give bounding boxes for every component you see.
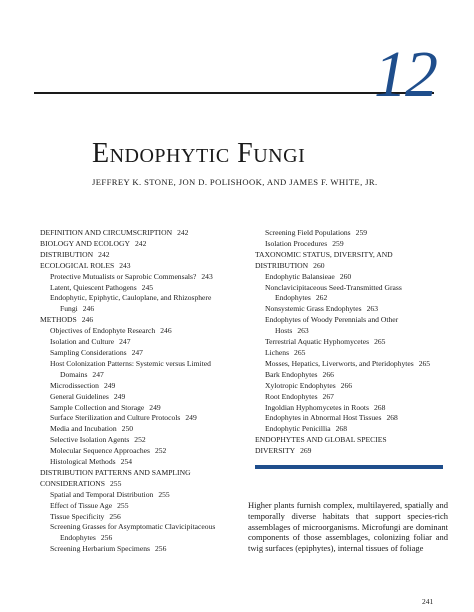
toc-entry: [40, 479, 245, 490]
toc-entry-page: 243: [119, 260, 131, 270]
toc-entry-page: 243: [201, 271, 213, 281]
toc-entry: [255, 424, 465, 435]
toc-entry-title: Effect of Tissue Age: [50, 500, 113, 510]
toc-entry-page: 246: [82, 304, 95, 314]
toc-entry-title: Mosses, Hepatics, Liverworts, and Pteridophytes: [265, 358, 414, 368]
toc-entry: [255, 403, 465, 414]
toc-entry: [40, 457, 245, 468]
toc-entry-continuation-text: Fungi: [60, 304, 78, 314]
toc-entry: [40, 544, 245, 555]
toc-entry-title: Nonclavicipitaceous Seed-Transmitted Grass: [265, 282, 402, 292]
toc-entry-title: Microdissection: [50, 380, 99, 390]
toc-entry-page: 245: [141, 282, 154, 292]
toc-entry: [255, 304, 465, 315]
toc-entry-title: Endophytes of Woody Perennials and Other: [265, 315, 399, 325]
toc-entry-page: 268: [335, 424, 347, 434]
toc-entry: [40, 272, 245, 283]
toc-entry-title: Sampling Considerations: [50, 347, 127, 357]
toc-entry: [255, 381, 465, 392]
toc-entry: [40, 403, 245, 414]
toc-entry-title: Screening Field Populations: [265, 228, 351, 237]
toc-entry-title: Isolation and Culture: [50, 337, 115, 347]
toc-entry: [40, 413, 245, 424]
toc-entry-page: 242: [98, 249, 110, 259]
toc-entry-continuation: [50, 533, 245, 544]
toc-entry: [40, 293, 245, 315]
toc-entry: [40, 250, 245, 261]
toc-entry-title: Molecular Sequence Approaches: [50, 446, 150, 456]
toc-entry: [255, 392, 465, 403]
toc-entry-title: Nonsystemic Grass Endophytes: [265, 304, 362, 314]
toc-entry-page: 256: [100, 533, 113, 543]
toc-entry-page: 246: [81, 315, 94, 325]
toc-entry-title: Surface Sterilization and Culture Protocols: [50, 413, 181, 423]
toc-entry: [255, 283, 465, 305]
toc-entry: [255, 272, 465, 283]
toc-entry-continuation: [265, 326, 465, 337]
toc-entry-page: 246: [160, 326, 172, 336]
toc-entry: [255, 370, 465, 381]
toc-left-column: [40, 228, 245, 555]
toc-entry-title: Tissue Specificity: [50, 511, 105, 521]
toc-entry-page: 249: [113, 391, 126, 401]
toc-entry-page: 265: [374, 337, 386, 347]
toc-entry-title: Screening Grasses for Asymptomatic Clavicipitaceous: [50, 522, 216, 532]
toc-entry-page: 242: [177, 228, 189, 237]
toc-entry: [40, 522, 245, 544]
toc-entry: [40, 359, 245, 381]
toc-entry-title: Terrestrial Aquatic Hyphomycetes: [265, 337, 370, 347]
toc-entry-title: Selective Isolation Agents: [50, 435, 130, 445]
toc-entry-page: 256: [109, 511, 121, 521]
toc-entry: [255, 250, 465, 261]
toc-entry-page: 249: [103, 380, 116, 390]
toc-entry: [40, 315, 245, 326]
toc-entry-page: 242: [135, 238, 147, 248]
toc-entry-page: 249: [185, 413, 197, 423]
toc-entry-page: 266: [322, 369, 334, 379]
toc-entry-page: 254: [120, 457, 132, 467]
toc-entry-title: ENDOPHYTES AND GLOBAL SPECIES: [255, 435, 387, 445]
toc-entry: [255, 348, 465, 359]
toc-entry-page: 255: [109, 478, 122, 488]
toc-entry: [40, 446, 245, 457]
toc-entry: [40, 261, 245, 272]
toc-entry-title: TAXONOMIC STATUS, DIVERSITY, AND: [255, 249, 393, 259]
toc-entry-title: BIOLOGY AND ECOLOGY: [40, 238, 130, 248]
toc-entry-title: General Guidelines: [50, 391, 109, 401]
toc-entry-title: Ingoldian Hyphomycetes in Roots: [265, 402, 369, 412]
page-number: 241: [422, 597, 434, 606]
toc-entry-title: Spatial and Temporal Distribution: [50, 489, 154, 499]
toc-entry-page: 250: [121, 424, 134, 434]
toc-entry: [40, 392, 245, 403]
toc-entry-page: 255: [158, 489, 170, 499]
toc-entry-title: Bark Endophytes: [265, 369, 318, 379]
toc-entry-page: 262: [315, 293, 328, 303]
toc-entry-page: 249: [149, 402, 161, 412]
toc-entry-title: DEFINITION AND CIRCUMSCRIPTION: [40, 228, 173, 237]
toc-entry-title: Histological Methods: [50, 457, 116, 467]
toc-entry-title: Objectives of Endophyte Research: [50, 326, 156, 336]
chapter-number: 12: [374, 38, 436, 111]
toc-entry: [40, 283, 245, 294]
toc-entry: [255, 261, 465, 272]
toc-entry-title: Lichens: [265, 347, 290, 357]
toc-entry: [40, 228, 245, 239]
toc-entry-page: 266: [340, 380, 353, 390]
toc-entry-title: Root Endophytes: [265, 391, 318, 401]
toc-entry-title: Endophytes in Abnormal Host Tissues: [265, 413, 382, 423]
toc-entry: [40, 512, 245, 523]
toc-entry: [255, 337, 465, 348]
toc-entry-title: DISTRIBUTION: [40, 249, 94, 259]
toc-entry-continuation-text: Endophytes: [275, 293, 311, 303]
toc-entry-title: Isolation Procedures: [265, 238, 328, 248]
toc-entry-page: 252: [154, 446, 167, 456]
toc-entry-title: DIVERSITY: [255, 446, 296, 456]
toc-entry-page: 268: [386, 413, 398, 423]
toc-entry-title: METHODS: [40, 315, 77, 325]
toc-entry-title: DISTRIBUTION PATTERNS AND SAMPLING: [40, 467, 191, 477]
toc-entry-continuation: [50, 370, 245, 381]
toc-entry-title: Host Colonization Patterns: Systemic versus Limited: [50, 358, 211, 368]
toc-entry-title: DISTRIBUTION: [255, 260, 309, 270]
toc-entry-continuation-text: Endophytes: [60, 533, 96, 543]
toc-entry-title: Latent, Quiescent Pathogens: [50, 282, 137, 292]
toc-entry: [40, 501, 245, 512]
chapter-authors: JEFFREY K. STONE, JON D. POLISHOOK, AND JAMES F. WHITE, JR.: [92, 177, 378, 187]
toc-entry-continuation: [265, 293, 465, 304]
toc-right-column: [255, 228, 465, 457]
toc-entry-page: 259: [332, 238, 344, 248]
toc-entry-title: Sample Collection and Storage: [50, 402, 145, 412]
toc-entry-title: Media and Incubation: [50, 424, 117, 434]
toc-entry-title: Protective Mutualists or Saprobic Commensals?: [50, 271, 197, 281]
toc-entry-page: 247: [119, 337, 131, 347]
toc-entry-title: Xylotropic Endophytes: [265, 380, 336, 390]
toc-entry-page: 259: [355, 228, 368, 237]
toc-entry-page: 263: [297, 326, 309, 336]
toc-entry: [255, 435, 465, 446]
toc-entry-page: 265: [294, 347, 306, 357]
toc-entry-page: 260: [339, 271, 352, 281]
toc-entry-title: Screening Herbarium Specimens: [50, 544, 150, 554]
intro-paragraph: Higher plants furnish complex, multilayered, spatially and temporally diverse habitats that support species-rich assemblages of microorganisms. Microfungi are dominant components of those assemblages, colonizing foliar and twig surfaces (epiphytes), internal tissues of foliage: [248, 500, 448, 554]
toc-entry-page: 260: [313, 260, 325, 270]
toc-entry-continuation: [50, 304, 245, 315]
toc-entry: [255, 359, 465, 370]
toc-entry: [40, 381, 245, 392]
toc-entry-title: CONSIDERATIONS: [40, 478, 105, 488]
toc-entry: [255, 446, 465, 457]
toc-entry: [40, 490, 245, 501]
toc-entry-page: 256: [154, 544, 167, 554]
toc-entry-page: 267: [322, 391, 334, 401]
toc-entry-title: ECOLOGICAL ROLES: [40, 260, 115, 270]
toc-entry-title: Endophytic, Epiphytic, Cauloplane, and Rhizosphere: [50, 293, 212, 303]
chapter-title: Endophytic Fungi: [92, 138, 306, 169]
toc-entry: [40, 337, 245, 348]
toc-entry: [255, 228, 465, 239]
toc-entry-page: 269: [300, 446, 312, 456]
toc-entry-page: 247: [131, 347, 143, 357]
toc-entry-title: Endophytic Penicillia: [265, 424, 331, 434]
toc-entry: [40, 435, 245, 446]
toc-entry: [40, 468, 245, 479]
toc-entry: [40, 239, 245, 250]
toc-entry: [40, 326, 245, 337]
toc-entry-page: 268: [373, 402, 386, 412]
toc-entry: [255, 315, 465, 337]
toc-entry: [255, 413, 465, 424]
toc-entry-page: 263: [366, 304, 378, 314]
toc-entry: [40, 424, 245, 435]
toc-entry-page: 255: [117, 500, 129, 510]
toc-entry-page: 265: [418, 358, 431, 368]
section-divider-bar: [255, 465, 443, 469]
toc-entry-continuation-text: Hosts: [275, 326, 293, 336]
toc-entry: [255, 239, 465, 250]
toc-entry-page: 247: [92, 369, 104, 379]
toc-entry-page: 252: [134, 435, 146, 445]
toc-entry-title: Endophytic Balansieae: [265, 271, 335, 281]
toc-entry: [40, 348, 245, 359]
toc-entry-continuation-text: Domains: [60, 369, 88, 379]
